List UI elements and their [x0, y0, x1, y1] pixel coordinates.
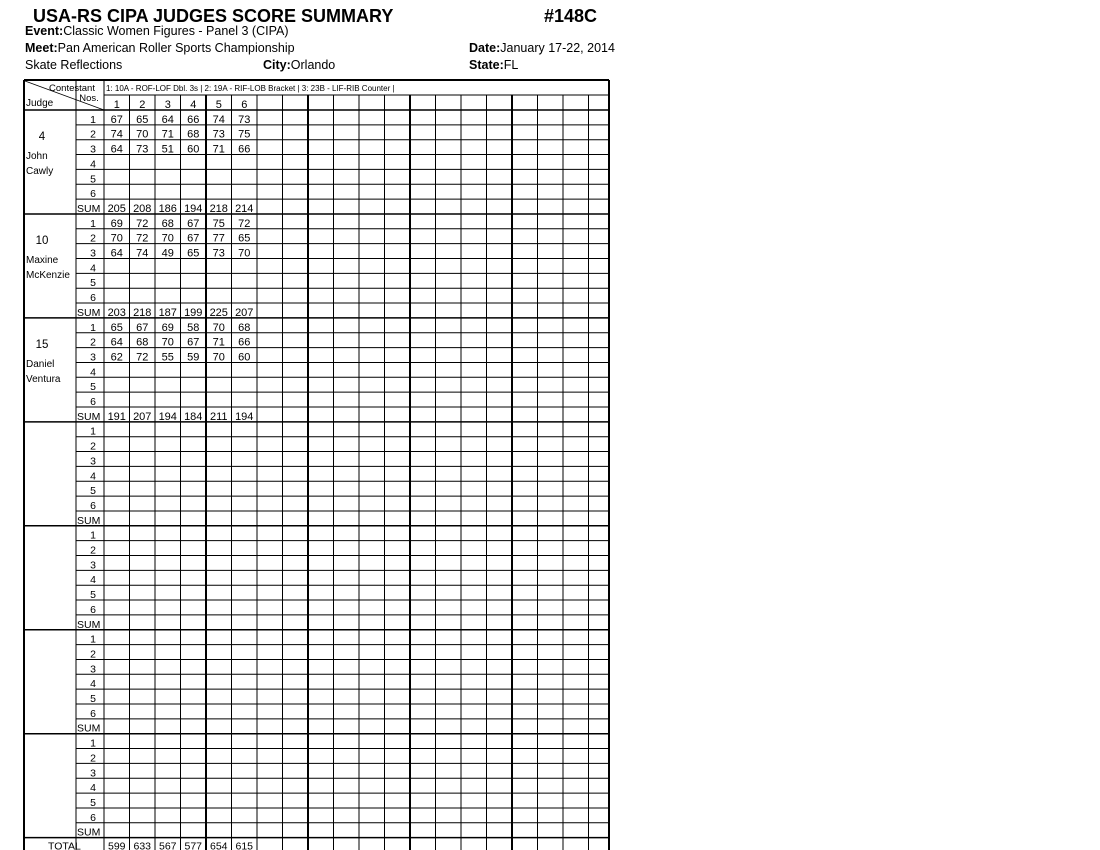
- score-cell: 59: [187, 351, 200, 364]
- score-cell: 58: [187, 321, 200, 334]
- score-cell: 68: [238, 321, 251, 334]
- judge-header: Judge: [26, 98, 54, 109]
- sum-cell: 225: [209, 306, 228, 319]
- sum-cell: 194: [184, 202, 203, 215]
- row-number: 3: [90, 455, 96, 468]
- total-cell: 633: [133, 840, 152, 850]
- score-cell: 72: [238, 217, 251, 230]
- row-number: 4: [90, 678, 96, 691]
- score-cell: 49: [161, 247, 174, 260]
- row-number: 5: [90, 485, 96, 498]
- row-number: 2: [90, 648, 96, 661]
- row-number: 3: [90, 247, 96, 260]
- score-cell: 64: [110, 336, 123, 349]
- row-number: 6: [90, 707, 96, 720]
- row-number: 2: [90, 752, 96, 765]
- sum-label: SUM: [77, 410, 101, 423]
- score-cell: 67: [136, 321, 149, 334]
- row-number: 3: [90, 559, 96, 572]
- club-name: Skate Reflections: [25, 58, 123, 72]
- score-cell: 67: [187, 232, 200, 245]
- sheet-number: #148C: [544, 6, 598, 26]
- sum-label: SUM: [77, 306, 101, 319]
- row-number: 4: [90, 158, 96, 171]
- row-number: 1: [90, 113, 96, 126]
- sum-cell: 207: [133, 410, 152, 423]
- score-cell: 60: [187, 143, 200, 156]
- date-value: January 17-22, 2014: [500, 41, 615, 55]
- score-cell: 65: [238, 232, 251, 245]
- score-cell: 62: [110, 351, 123, 364]
- sum-cell: 194: [158, 410, 177, 423]
- score-cell: 75: [238, 128, 251, 141]
- row-number: 4: [90, 574, 96, 587]
- score-cell: 71: [161, 128, 174, 141]
- score-cell: 66: [238, 143, 251, 156]
- score-cell: 70: [212, 351, 225, 364]
- score-cell: 68: [161, 217, 174, 230]
- total-cell: 654: [209, 840, 228, 850]
- score-cell: 60: [238, 351, 251, 364]
- row-number: 5: [90, 589, 96, 602]
- row-number: 5: [90, 693, 96, 705]
- score-cell: 64: [110, 247, 123, 260]
- row-number: 2: [90, 128, 96, 141]
- score-cell: 70: [136, 128, 149, 141]
- sum-label: SUM: [77, 202, 101, 215]
- row-number: 1: [90, 321, 96, 334]
- score-cell: 74: [110, 128, 123, 141]
- judge-last-name: Ventura: [26, 373, 61, 385]
- score-cell: 68: [136, 336, 149, 349]
- row-number: 6: [90, 188, 96, 201]
- score-cell: 67: [187, 336, 200, 349]
- judge-first-name: Maxine: [26, 254, 59, 266]
- judge-last-name: Cawly: [26, 166, 54, 177]
- sum-cell: 184: [184, 410, 203, 423]
- row-number: 5: [90, 173, 96, 186]
- event-value: Classic Women Figures - Panel 3 (CIPA): [63, 24, 289, 38]
- state-label: State:: [469, 58, 504, 72]
- score-cell: 70: [212, 321, 225, 334]
- total-label: TOTAL: [48, 840, 81, 850]
- sum-label: SUM: [77, 514, 101, 527]
- score-cell: 72: [136, 232, 149, 245]
- score-cell: 68: [187, 128, 200, 141]
- row-number: 1: [90, 425, 96, 438]
- row-number: 2: [90, 544, 96, 557]
- judge-last-name: McKenzie: [26, 269, 70, 281]
- score-cell: 64: [161, 113, 174, 126]
- sum-cell: 208: [133, 202, 152, 215]
- sum-cell: 205: [107, 202, 126, 215]
- city-label: City:: [263, 58, 291, 72]
- score-cell: 74: [212, 113, 225, 126]
- judge-first-name: Daniel: [26, 358, 55, 370]
- sum-cell: 191: [107, 410, 126, 423]
- row-number: 4: [90, 470, 96, 483]
- score-cell: 77: [212, 232, 225, 245]
- score-cell: 71: [212, 143, 225, 156]
- total-cell: 577: [184, 840, 203, 850]
- city-value: Orlando: [290, 58, 336, 72]
- score-cell: 73: [238, 113, 251, 126]
- score-cell: 75: [212, 217, 225, 230]
- meet-value: Pan American Roller Sports Championship: [57, 41, 295, 55]
- total-cell: 599: [107, 840, 126, 850]
- score-cell: 67: [110, 113, 123, 126]
- sum-label: SUM: [77, 618, 101, 631]
- judge-number: 4: [38, 131, 46, 143]
- sum-cell: 199: [184, 306, 203, 319]
- row-number: 1: [90, 529, 96, 542]
- sum-cell: 194: [235, 410, 254, 423]
- row-number: 6: [90, 811, 96, 824]
- date-label: Date:: [469, 41, 501, 55]
- score-cell: 72: [136, 217, 149, 230]
- row-number: 4: [90, 366, 96, 379]
- row-number: 5: [90, 796, 96, 809]
- row-number: 2: [90, 336, 96, 349]
- sum-cell: 187: [158, 306, 177, 319]
- contestant-number-1: 1: [113, 99, 120, 111]
- score-cell: 65: [110, 321, 123, 334]
- score-cell: 71: [212, 336, 225, 349]
- row-number: 4: [90, 262, 96, 275]
- score-cell: 65: [187, 247, 200, 260]
- score-cell: 70: [161, 232, 174, 245]
- score-cell: 73: [136, 143, 149, 156]
- contestant-number-5: 5: [215, 99, 222, 111]
- judge-first-name: John: [26, 151, 48, 162]
- sum-cell: 218: [209, 202, 228, 215]
- score-cell: 69: [110, 217, 123, 230]
- score-cell: 69: [161, 321, 174, 334]
- row-number: 1: [90, 633, 96, 646]
- score-cell: 70: [110, 232, 123, 245]
- score-cell: 74: [136, 247, 149, 260]
- total-cell: 567: [158, 840, 177, 850]
- page-title: USA-RS CIPA JUDGES SCORE SUMMARY: [33, 6, 394, 26]
- contestant-header: Contestant: [49, 83, 95, 94]
- score-cell: 64: [110, 143, 123, 156]
- sum-label: SUM: [77, 722, 101, 735]
- row-number: 5: [90, 277, 96, 290]
- score-cell: 66: [238, 336, 251, 349]
- score-cell: 73: [212, 128, 225, 141]
- row-number: 2: [90, 440, 96, 453]
- sum-cell: 218: [133, 306, 152, 319]
- row-number: 1: [90, 737, 96, 750]
- nos-header: Nos.: [79, 93, 99, 104]
- score-cell: 66: [187, 113, 200, 126]
- score-cell: 51: [161, 143, 174, 156]
- contestant-number-6: 6: [241, 99, 248, 111]
- sum-cell: 214: [235, 202, 254, 215]
- total-cell: 615: [235, 840, 254, 850]
- event-label: Event:: [25, 24, 64, 38]
- contestant-number-3: 3: [164, 99, 171, 111]
- sum-cell: 203: [107, 306, 126, 319]
- score-cell: 73: [212, 247, 225, 260]
- row-number: 3: [90, 143, 96, 156]
- judge-number: 15: [35, 338, 49, 351]
- row-number: 3: [90, 351, 96, 364]
- sum-label: SUM: [77, 826, 101, 839]
- row-number: 6: [90, 603, 96, 616]
- sum-cell: 186: [158, 202, 177, 215]
- row-number: 1: [90, 217, 96, 230]
- contestant-number-2: 2: [139, 99, 146, 111]
- contestant-number-4: 4: [190, 99, 197, 111]
- score-cell: 65: [136, 113, 149, 126]
- row-number: 6: [90, 292, 96, 305]
- row-number: 5: [90, 381, 96, 394]
- row-number: 6: [90, 396, 96, 408]
- sum-cell: 211: [209, 410, 228, 423]
- meet-label: Meet:: [25, 41, 58, 55]
- state-value: FL: [503, 58, 519, 72]
- row-number: 3: [90, 663, 96, 676]
- figures-legend: 1: 10A - ROF-LOF Dbl. 3s | 2: 19A - RIF-LOB Bracket | 3: 23B - LIF-RIB Counter |: [106, 84, 395, 93]
- row-number: 4: [90, 782, 96, 795]
- score-cell: 55: [161, 351, 174, 364]
- row-number: 3: [90, 767, 96, 780]
- score-cell: 70: [161, 336, 174, 349]
- score-cell: 67: [187, 217, 200, 230]
- row-number: 2: [90, 232, 96, 245]
- judge-number: 10: [35, 234, 49, 247]
- score-cell: 72: [136, 351, 149, 364]
- row-number: 6: [90, 499, 96, 512]
- score-cell: 70: [238, 247, 251, 260]
- sum-cell: 207: [235, 306, 254, 319]
